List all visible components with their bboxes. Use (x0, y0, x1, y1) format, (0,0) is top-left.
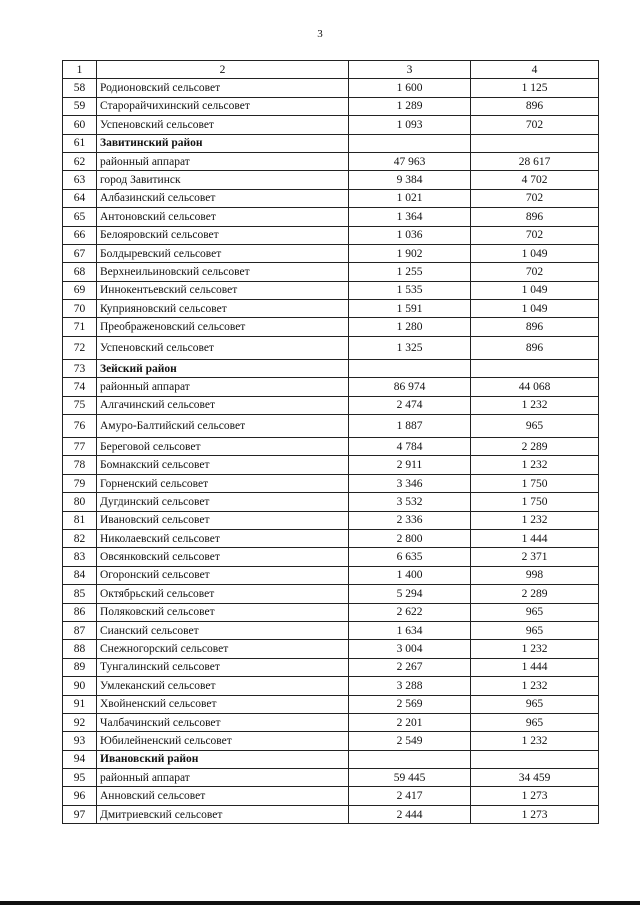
table-row (63, 805, 599, 823)
table-row (63, 787, 599, 805)
row-value-col3: 2 336 (349, 511, 471, 529)
row-number: 89 (63, 658, 97, 676)
row-value-col3: 1 600 (349, 79, 471, 97)
row-value-col4: 896 (471, 208, 599, 226)
row-value-col4: 1 273 (471, 805, 599, 823)
row-value-col4: 702 (471, 263, 599, 281)
row-number: 71 (63, 318, 97, 336)
row-name: районный аппарат (97, 152, 349, 170)
row-value-col3: 2 911 (349, 456, 471, 474)
table-row (63, 281, 599, 299)
row-value-col4: 1 125 (471, 79, 599, 97)
row-value-col4: 896 (471, 318, 599, 336)
row-value-col3: 3 346 (349, 474, 471, 492)
row-name: Старорайчихинский сельсовет (97, 97, 349, 115)
row-name: Поляковский сельсовет (97, 603, 349, 621)
row-number: 85 (63, 585, 97, 603)
scan-bottom-edge (0, 901, 640, 905)
row-name: Завитинский район (97, 134, 349, 152)
row-number: 79 (63, 474, 97, 492)
table-header-row (63, 61, 599, 79)
row-value-col4: 1 444 (471, 658, 599, 676)
row-name: Ивановский район (97, 750, 349, 768)
row-number: 64 (63, 189, 97, 207)
table-row (63, 79, 599, 97)
row-number: 67 (63, 244, 97, 262)
row-value-col3: 2 267 (349, 658, 471, 676)
row-value-col3: 3 288 (349, 677, 471, 695)
row-value-col4: 1 232 (471, 456, 599, 474)
row-value-col3: 1 591 (349, 300, 471, 318)
row-value-col4: 965 (471, 603, 599, 621)
row-value-col4: 1 232 (471, 511, 599, 529)
row-number: 76 (63, 415, 97, 438)
row-value-col4: 1 049 (471, 300, 599, 318)
row-number: 58 (63, 79, 97, 97)
row-value-col3: 2 474 (349, 396, 471, 414)
row-number: 68 (63, 263, 97, 281)
table-row (63, 732, 599, 750)
row-name: Иннокентьевский сельсовет (97, 281, 349, 299)
table-row (63, 336, 599, 359)
row-value-col3: 1 364 (349, 208, 471, 226)
row-number: 83 (63, 548, 97, 566)
row-value-col4: 965 (471, 621, 599, 639)
table-row (63, 585, 599, 603)
row-value-col3: 6 635 (349, 548, 471, 566)
table-row (63, 152, 599, 170)
row-value-col4: 4 702 (471, 171, 599, 189)
row-number: 97 (63, 805, 97, 823)
table-row (63, 566, 599, 584)
row-number: 80 (63, 493, 97, 511)
row-value-col4: 44 068 (471, 378, 599, 396)
row-value-col3: 2 417 (349, 787, 471, 805)
row-value-col3: 1 289 (349, 97, 471, 115)
row-value-col3: 1 036 (349, 226, 471, 244)
table-row (63, 769, 599, 787)
row-value-col4: 1 750 (471, 474, 599, 492)
row-name: районный аппарат (97, 769, 349, 787)
row-number: 81 (63, 511, 97, 529)
row-value-col3: 1 280 (349, 318, 471, 336)
row-number: 63 (63, 171, 97, 189)
row-name: Ивановский сельсовет (97, 511, 349, 529)
row-number: 61 (63, 134, 97, 152)
row-name: Юбилейненский сельсовет (97, 732, 349, 750)
table-row (63, 171, 599, 189)
budget-table (62, 60, 599, 824)
row-number: 96 (63, 787, 97, 805)
row-number: 66 (63, 226, 97, 244)
table-row (63, 189, 599, 207)
row-value-col4: 1 273 (471, 787, 599, 805)
row-name: Снежногорский сельсовет (97, 640, 349, 658)
district-row (63, 750, 599, 768)
row-value-col3: 3 532 (349, 493, 471, 511)
row-value-col3: 2 622 (349, 603, 471, 621)
row-number: 73 (63, 359, 97, 377)
row-value-col4: 896 (471, 97, 599, 115)
row-value-col3 (349, 134, 471, 152)
row-name: Умлеканский сельсовет (97, 677, 349, 695)
column-header-4: 4 (471, 61, 599, 79)
table-row (63, 415, 599, 438)
table-row (63, 456, 599, 474)
row-number: 70 (63, 300, 97, 318)
district-row (63, 359, 599, 377)
row-number: 91 (63, 695, 97, 713)
table-row (63, 511, 599, 529)
row-value-col3: 47 963 (349, 152, 471, 170)
table-row (63, 226, 599, 244)
row-name: Алгачинский сельсовет (97, 396, 349, 414)
row-name: город Завитинск (97, 171, 349, 189)
district-row (63, 134, 599, 152)
row-value-col3: 9 384 (349, 171, 471, 189)
row-value-col3: 1 400 (349, 566, 471, 584)
row-value-col3: 3 004 (349, 640, 471, 658)
table-row (63, 529, 599, 547)
row-number: 88 (63, 640, 97, 658)
row-name: Дмитриевский сельсовет (97, 805, 349, 823)
row-number: 65 (63, 208, 97, 226)
row-number: 86 (63, 603, 97, 621)
row-name: Чалбачинский сельсовет (97, 713, 349, 731)
table-row (63, 244, 599, 262)
row-number: 74 (63, 378, 97, 396)
row-value-col3: 1 902 (349, 244, 471, 262)
row-value-col4 (471, 134, 599, 152)
row-name: Горненский сельсовет (97, 474, 349, 492)
row-value-col4: 1 750 (471, 493, 599, 511)
row-value-col4: 1 232 (471, 396, 599, 414)
table-row (63, 493, 599, 511)
row-value-col4: 1 444 (471, 529, 599, 547)
row-name: Хвойненский сельсовет (97, 695, 349, 713)
row-value-col3: 86 974 (349, 378, 471, 396)
row-value-col3: 1 634 (349, 621, 471, 639)
row-value-col4: 2 289 (471, 438, 599, 456)
table-row (63, 438, 599, 456)
row-number: 82 (63, 529, 97, 547)
row-name: Бомнакский сельсовет (97, 456, 349, 474)
row-name: Верхнеильиновский сельсовет (97, 263, 349, 281)
row-name: районный аппарат (97, 378, 349, 396)
row-value-col3: 2 444 (349, 805, 471, 823)
table-row (63, 548, 599, 566)
row-value-col4: 1 232 (471, 732, 599, 750)
row-name: Береговой сельсовет (97, 438, 349, 456)
row-value-col4: 896 (471, 336, 599, 359)
column-header-2: 2 (97, 61, 349, 79)
table-row (63, 116, 599, 134)
row-name: Октябрьский сельсовет (97, 585, 349, 603)
row-value-col3: 1 255 (349, 263, 471, 281)
row-value-col4: 2 289 (471, 585, 599, 603)
row-value-col4: 2 371 (471, 548, 599, 566)
row-value-col3: 4 784 (349, 438, 471, 456)
row-name: Дугдинский сельсовет (97, 493, 349, 511)
row-value-col3 (349, 750, 471, 768)
row-name: Албазинский сельсовет (97, 189, 349, 207)
row-name: Сианский сельсовет (97, 621, 349, 639)
row-number: 93 (63, 732, 97, 750)
table-row (63, 640, 599, 658)
table-body (63, 79, 599, 824)
row-name: Овсянковский сельсовет (97, 548, 349, 566)
table-row (63, 677, 599, 695)
row-name: Николаевский сельсовет (97, 529, 349, 547)
row-number: 95 (63, 769, 97, 787)
row-value-col3 (349, 359, 471, 377)
row-name: Антоновский сельсовет (97, 208, 349, 226)
row-name: Успеновский сельсовет (97, 336, 349, 359)
row-name: Анновский сельсовет (97, 787, 349, 805)
row-value-col3: 5 294 (349, 585, 471, 603)
row-number: 62 (63, 152, 97, 170)
table-row (63, 318, 599, 336)
table-row (63, 396, 599, 414)
row-value-col4: 702 (471, 116, 599, 134)
table-row (63, 658, 599, 676)
row-name: Успеновский сельсовет (97, 116, 349, 134)
row-value-col3: 1 535 (349, 281, 471, 299)
row-number: 72 (63, 336, 97, 359)
row-number: 92 (63, 713, 97, 731)
row-value-col4: 702 (471, 189, 599, 207)
row-value-col4: 34 459 (471, 769, 599, 787)
row-value-col4: 702 (471, 226, 599, 244)
row-value-col4 (471, 359, 599, 377)
row-value-col4: 998 (471, 566, 599, 584)
row-number: 77 (63, 438, 97, 456)
row-value-col3: 2 569 (349, 695, 471, 713)
table-row (63, 621, 599, 639)
table-row (63, 300, 599, 318)
row-number: 90 (63, 677, 97, 695)
row-name: Амуро-Балтийский сельсовет (97, 415, 349, 438)
row-value-col4: 1 232 (471, 677, 599, 695)
column-header-1: 1 (63, 61, 97, 79)
row-value-col4: 965 (471, 713, 599, 731)
row-value-col4: 965 (471, 415, 599, 438)
row-number: 75 (63, 396, 97, 414)
row-value-col3: 59 445 (349, 769, 471, 787)
row-value-col4 (471, 750, 599, 768)
row-value-col4: 1 232 (471, 640, 599, 658)
row-name: Тунгалинский сельсовет (97, 658, 349, 676)
column-header-3: 3 (349, 61, 471, 79)
table-row (63, 603, 599, 621)
row-number: 84 (63, 566, 97, 584)
row-value-col4: 1 049 (471, 281, 599, 299)
row-value-col3: 1 093 (349, 116, 471, 134)
row-value-col3: 2 201 (349, 713, 471, 731)
row-name: Болдыревский сельсовет (97, 244, 349, 262)
table-row (63, 263, 599, 281)
row-value-col4: 28 617 (471, 152, 599, 170)
row-value-col3: 1 021 (349, 189, 471, 207)
row-name: Родионовский сельсовет (97, 79, 349, 97)
row-value-col4: 965 (471, 695, 599, 713)
row-number: 60 (63, 116, 97, 134)
row-value-col3: 2 549 (349, 732, 471, 750)
row-name: Куприяновский сельсовет (97, 300, 349, 318)
row-value-col3: 2 800 (349, 529, 471, 547)
row-number: 87 (63, 621, 97, 639)
row-value-col3: 1 325 (349, 336, 471, 359)
table-row (63, 474, 599, 492)
table-row (63, 97, 599, 115)
page-number: 3 (317, 28, 323, 40)
row-number: 78 (63, 456, 97, 474)
row-name: Белояровский сельсовет (97, 226, 349, 244)
row-number: 69 (63, 281, 97, 299)
table-row (63, 378, 599, 396)
row-value-col3: 1 887 (349, 415, 471, 438)
row-name: Преображеновский сельсовет (97, 318, 349, 336)
row-name: Зейский район (97, 359, 349, 377)
row-number: 59 (63, 97, 97, 115)
row-number: 94 (63, 750, 97, 768)
table-row (63, 208, 599, 226)
table-row (63, 713, 599, 731)
row-name: Огоронский сельсовет (97, 566, 349, 584)
row-value-col4: 1 049 (471, 244, 599, 262)
table-row (63, 695, 599, 713)
